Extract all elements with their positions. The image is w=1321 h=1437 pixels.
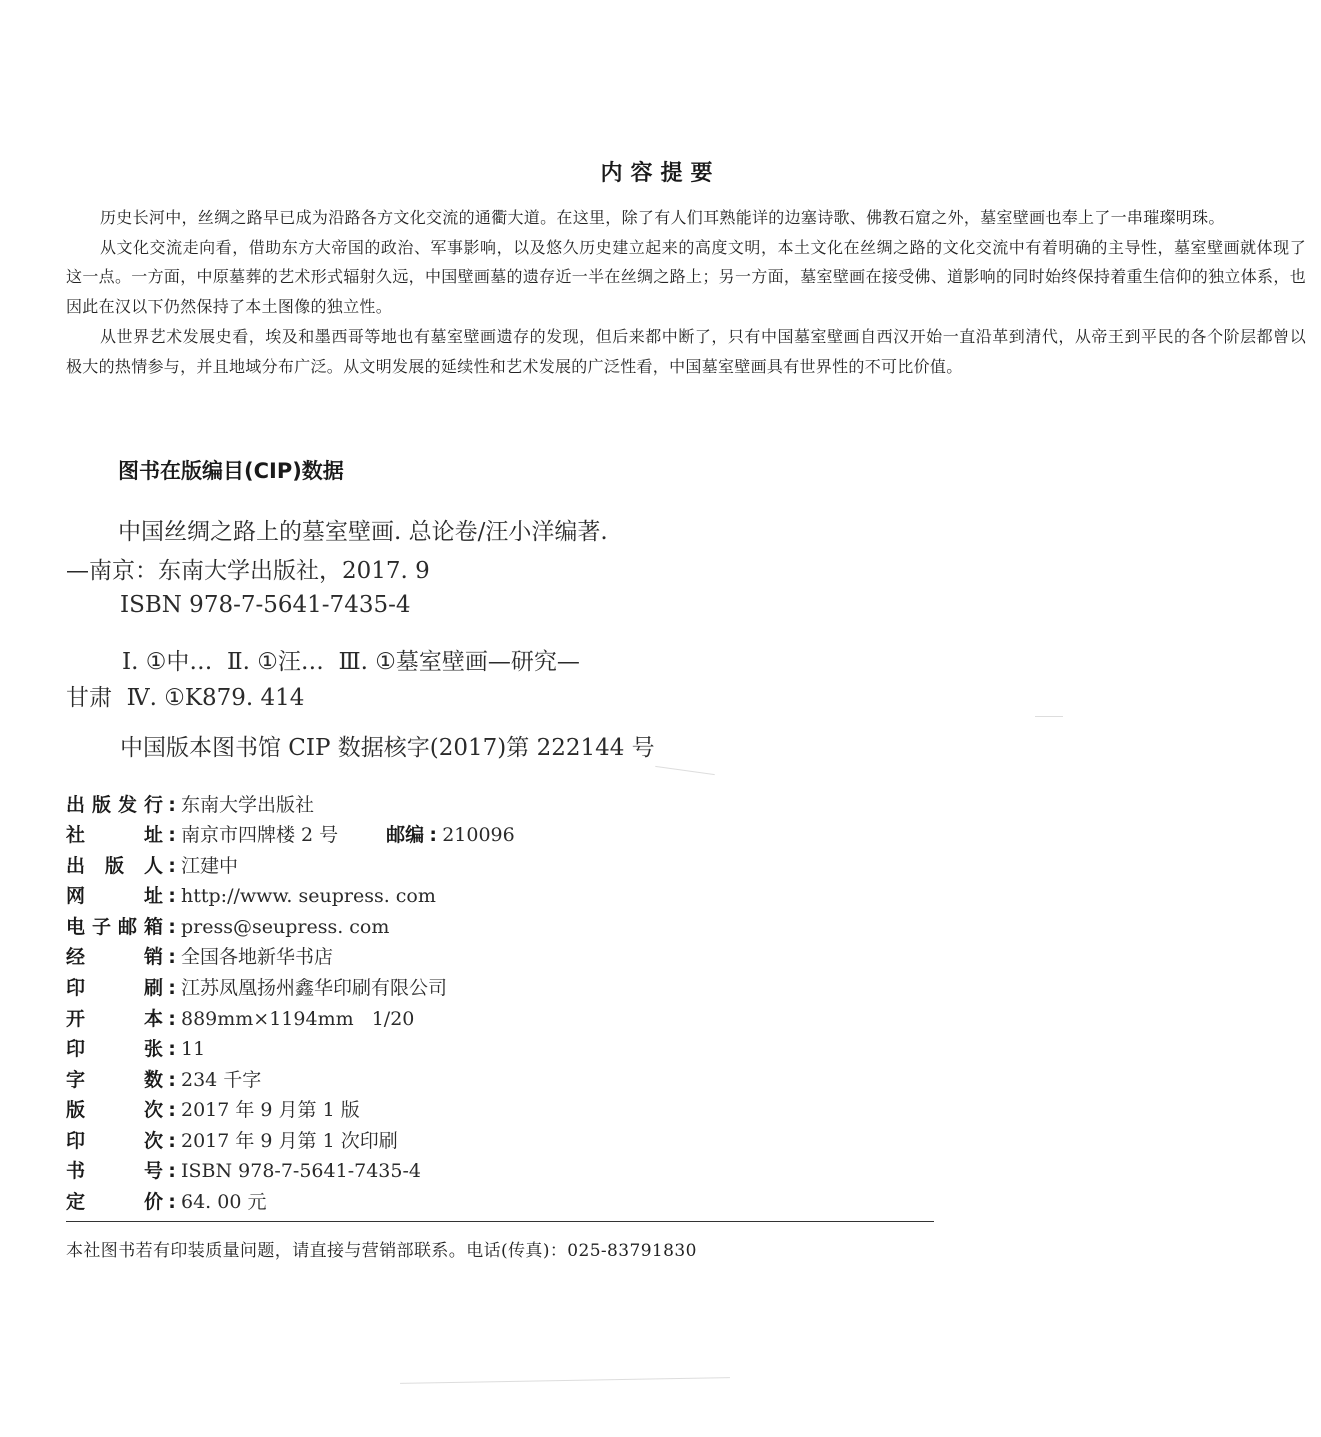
pub-value: 南京市四牌楼 2 号 <box>181 824 339 846</box>
pub-value: 2017 年 9 月第 1 版 <box>181 1099 360 1121</box>
email-value: press@seupress. com <box>181 916 390 938</box>
pub-label: 出版发行 <box>66 794 163 816</box>
summary-body <box>66 203 1306 381</box>
scan-artifact <box>655 766 715 775</box>
scan-artifact <box>400 1377 730 1384</box>
cip-classification-line-2: 甘肃 Ⅳ. ①K879. 414 <box>66 685 305 711</box>
pub-row-isbn: 书号 : ISBN 978-7-5641-7435-4 <box>66 1156 421 1184</box>
pub-label: 印张 <box>66 1038 163 1060</box>
postcode-label: 邮编 <box>386 824 425 846</box>
pub-value: 江建中 <box>181 855 239 877</box>
pub-value: 11 <box>181 1038 206 1060</box>
postcode-value: 210096 <box>442 824 515 846</box>
pub-row-publisher: 出版发行 : 东南大学出版社 <box>66 790 314 818</box>
pub-label: 开本 <box>66 1008 163 1030</box>
pub-row-sheets: 印张 : 11 <box>66 1034 205 1062</box>
pub-row-edition: 版次 : 2017 年 9 月第 1 版 <box>66 1095 360 1123</box>
pub-label: 印次 <box>66 1130 163 1152</box>
footer-note: 本社图书若有印装质量问题，请直接与营销部联系。电话(传真)：025-83791830 <box>66 1241 697 1261</box>
pub-label: 字数 <box>66 1069 163 1091</box>
pub-value: 江苏凤凰扬州鑫华印刷有限公司 <box>181 977 448 999</box>
price-value: 64. 00 元 <box>181 1191 267 1213</box>
cip-title-line: 中国丝绸之路上的墓室壁画. 总论卷/汪小洋编著. <box>118 519 608 545</box>
pub-label: 出版人 <box>66 855 163 877</box>
summary-paragraph: 从世界艺术发展史看，埃及和墨西哥等地也有墓室壁画遗存的发现，但后来都中断了，只有中国墓室壁画自西汉开始一直沿革到清代，从帝王到平民的各个阶层都曾以极大的热情参与，并且地域分布广泛。从文明发展的延续性和艺术发展的广泛性看，中国墓室壁画具有世界性的不可比价值。 <box>66 326 1306 376</box>
scan-artifact <box>1035 716 1063 717</box>
cip-heading: 图书在版编目(CIP)数据 <box>118 459 344 483</box>
website-value: http://www. seupress. com <box>181 885 436 907</box>
pub-label: 社址 <box>66 824 163 846</box>
pub-row-email: 电子邮箱 : press@seupress. com <box>66 912 389 940</box>
pub-row-publisher-person: 出版人 : 江建中 <box>66 851 238 879</box>
pub-row-address: 社址 : 南京市四牌楼 2 号 邮编 : 210096 <box>66 820 515 848</box>
cip-classification-line: Ⅰ. ①中… Ⅱ. ①汪… Ⅲ. ①墓室壁画—研究— <box>122 649 580 675</box>
pub-row-printer: 印刷 : 江苏凤凰扬州鑫华印刷有限公司 <box>66 973 447 1001</box>
pub-value: 234 千字 <box>181 1069 262 1091</box>
pub-label: 版次 <box>66 1099 163 1121</box>
cip-isbn-line: ISBN 978-7-5641-7435-4 <box>120 592 411 618</box>
pub-label: 网址 <box>66 885 163 907</box>
pub-label: 印刷 <box>66 977 163 999</box>
summary-paragraph: 从文化交流走向看，借助东方大帝国的政治、军事影响，以及悠久历史建立起来的高度文明，本土文化在丝绸之路的文化交流中有着明确的主导性，墓室壁画就体现了这一点。一方面，中原墓葬的艺术形式辐射久远，中国壁画墓的遗存近一半在丝绸之路上；另一方面，墓室壁画在接受佛、道影响的同时始终保持着重生信仰的独立体系，也因此在汉以下仍然保持了本土图像的独立性。 <box>66 237 1306 317</box>
pub-value: 2017 年 9 月第 1 次印刷 <box>181 1130 398 1152</box>
pub-value: 全国各地新华书店 <box>181 946 334 968</box>
summary-paragraph: 历史长河中，丝绸之路早已成为沿路各方文化交流的通衢大道。在这里，除了有人们耳熟能详的边塞诗歌、佛教石窟之外，墓室壁画也奉上了一串璀璨明珠。 <box>100 208 1225 227</box>
summary-title: 内容提要 <box>600 161 721 186</box>
cip-publisher-line: —南京：东南大学出版社，2017. 9 <box>66 558 430 584</box>
pub-row-website: 网址 : http://www. seupress. com <box>66 881 436 909</box>
pub-row-impression: 印次 : 2017 年 9 月第 1 次印刷 <box>66 1126 398 1154</box>
footer-divider <box>66 1221 934 1222</box>
pub-label: 电子邮箱 <box>66 916 163 938</box>
pub-label: 经销 <box>66 946 163 968</box>
cip-record-number: 中国版本图书馆 CIP 数据核字(2017)第 222144 号 <box>120 735 655 761</box>
pub-value: 889mm×1194mm 1/20 <box>181 1008 415 1030</box>
pub-label: 定价 <box>66 1191 163 1213</box>
pub-row-format: 开本 : 889mm×1194mm 1/20 <box>66 1004 414 1032</box>
pub-row-word-count: 字数 : 234 千字 <box>66 1065 261 1093</box>
isbn-value: ISBN 978-7-5641-7435-4 <box>181 1160 421 1182</box>
pub-row-distributor: 经销 : 全国各地新华书店 <box>66 942 333 970</box>
pub-label: 书号 <box>66 1160 163 1182</box>
pub-row-price: 定价 : 64. 00 元 <box>66 1187 266 1215</box>
pub-value: 东南大学出版社 <box>181 794 315 816</box>
